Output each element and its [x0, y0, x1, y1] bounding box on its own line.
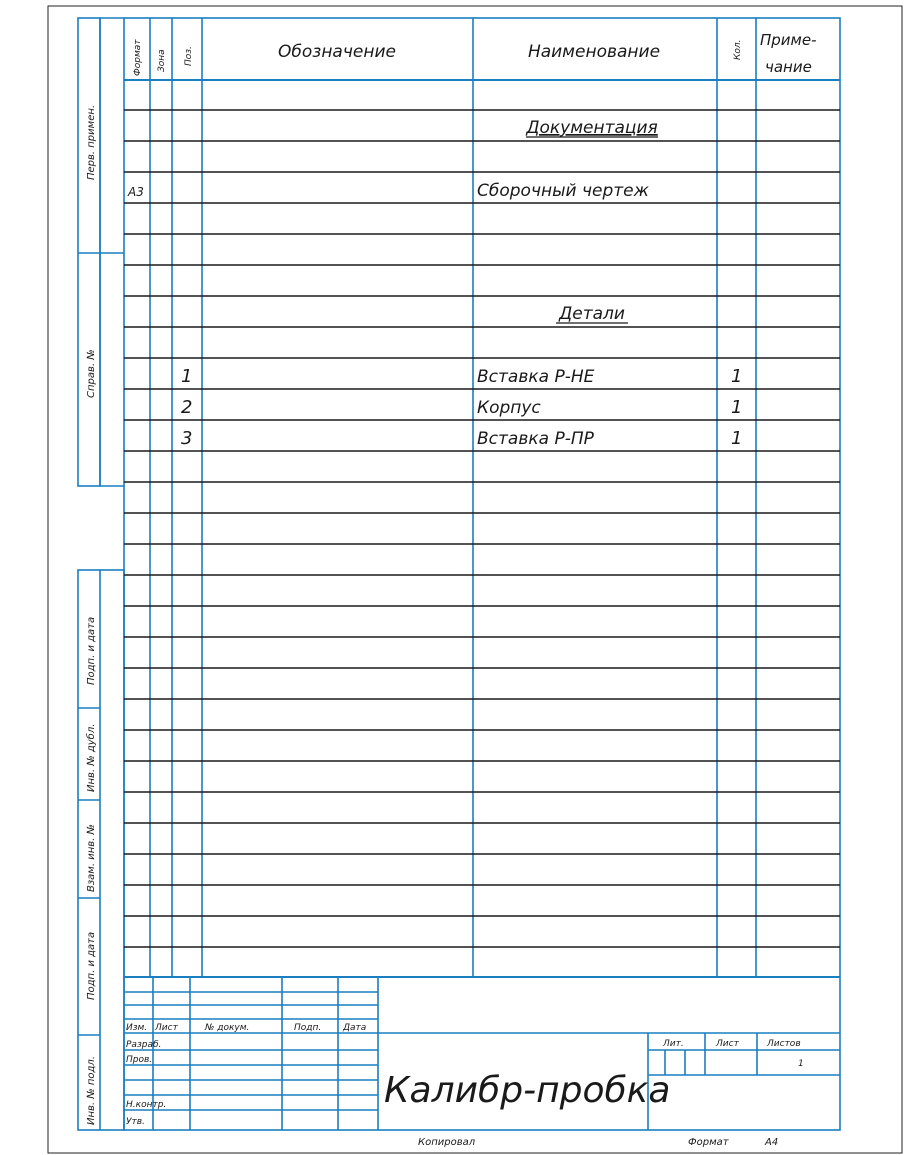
item-3-pos: 3 — [181, 428, 193, 449]
footer-copied: Копировал — [418, 1137, 476, 1148]
side-podp-data-2: Подп. и дата — [86, 931, 97, 1000]
document-title: Калибр-пробка — [384, 1070, 671, 1111]
header-zone: Зона — [157, 49, 167, 72]
tb-utv: Утв. — [126, 1117, 145, 1127]
header-pos: Поз. — [184, 46, 194, 66]
documentation-heading: Документация — [526, 118, 658, 138]
header-note-line1: Приме- — [760, 31, 817, 49]
tb-doc-no: № докум. — [205, 1023, 250, 1033]
tb-data: Дата — [343, 1023, 367, 1033]
side-inv-dubl: Инв. № дубл. — [86, 723, 97, 792]
tb-izm: Изм. — [126, 1023, 148, 1033]
side-vzam-inv: Взам. инв. № — [86, 824, 97, 892]
tb-lit: Лит. — [663, 1039, 684, 1049]
side-sprav-no: Справ. № — [86, 349, 97, 398]
item-3-qty: 1 — [731, 428, 743, 449]
tb-prov: Пров. — [126, 1055, 153, 1065]
header-qty: Кол. — [733, 39, 743, 60]
tb-listov-value: 1 — [798, 1059, 804, 1069]
tb-list: Лист — [155, 1023, 178, 1033]
item-1-pos: 1 — [181, 366, 193, 387]
item-2-qty: 1 — [731, 397, 743, 418]
assembly-name: Сборочный чертеж — [477, 181, 649, 201]
item-2-name: Корпус — [477, 398, 541, 418]
header-name: Наименование — [527, 42, 661, 62]
header-designation: Обозначение — [278, 42, 396, 62]
assembly-format: А3 — [128, 185, 144, 199]
tb-listov: Листов — [767, 1039, 801, 1049]
header-format: Формат — [133, 39, 143, 76]
tb-razrab: Разраб. — [126, 1040, 162, 1050]
side-inv-podl: Инв. № подл. — [86, 1056, 97, 1125]
tb-podp: Подп. — [294, 1023, 322, 1033]
header-note-line2: чание — [765, 58, 812, 76]
details-heading: Детали — [559, 304, 625, 324]
side-perv-primen: Перв. примен. — [86, 104, 97, 180]
item-3-name: Вставка Р-ПР — [477, 429, 594, 449]
item-2-pos: 2 — [181, 397, 193, 418]
tb-n-kontr: Н.контр. — [126, 1100, 167, 1110]
footer-format-label: Формат — [688, 1137, 729, 1148]
tb-list-right: Лист — [716, 1039, 739, 1049]
side-podp-data-1: Подп. и дата — [86, 616, 97, 685]
item-1-name: Вставка Р-НЕ — [477, 367, 595, 387]
footer-format-value: А4 — [765, 1137, 779, 1148]
item-1-qty: 1 — [731, 366, 743, 387]
